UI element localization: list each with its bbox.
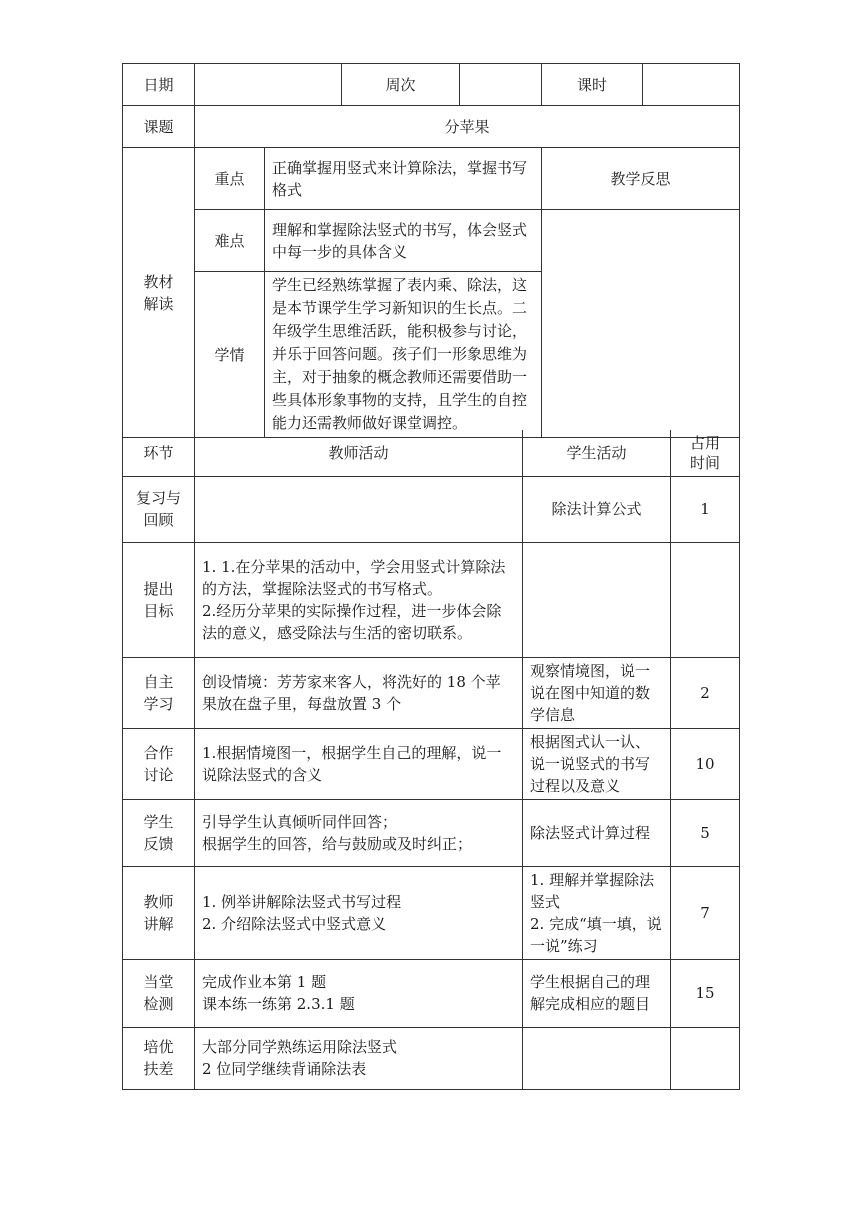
stage-cell: 培优 扶差 bbox=[123, 1027, 195, 1089]
teacher-activity-cell: 引导学生认真倾听同伴回答； 根据学生的回答，给与鼓励或及时纠正； bbox=[195, 799, 523, 866]
date-label: 日期 bbox=[123, 64, 195, 106]
key-point-text: 正确掌握用竖式来计算除法，掌握书写格式 bbox=[265, 148, 542, 210]
situation-text: 学生已经熟练掌握了表内乘、除法，这是本节课学生学习新知识的生长点。二年级学生思维活跃，能积极参与讨论，并乐于回答问题。孩子们一形象思维为主，对于抽象的概念教师还需要借助一些具体形象事物的支持，且学生的自控能力还需教师做好课堂调控。 bbox=[265, 272, 542, 438]
table-row bbox=[123, 1027, 740, 1089]
stage-cell: 合作 讨论 bbox=[123, 728, 195, 799]
teaching-process-table bbox=[122, 430, 740, 1090]
time-cell: 5 bbox=[671, 799, 740, 866]
situation-label: 学情 bbox=[195, 272, 265, 438]
student-activity-cell: 1. 理解并掌握除法竖式 2. 完成“填一填，说一说”练习 bbox=[523, 866, 671, 959]
student-activity-header: 学生活动 bbox=[523, 430, 671, 476]
time-cell bbox=[671, 1027, 740, 1089]
key-point-label: 重点 bbox=[195, 148, 265, 210]
teacher-activity-cell bbox=[195, 476, 523, 542]
table-row bbox=[123, 476, 740, 542]
stage-cell: 当堂 检测 bbox=[123, 959, 195, 1027]
teacher-activity-cell: 完成作业本第 1 题 课本练一练第 2.3.1 题 bbox=[195, 959, 523, 1027]
table-row bbox=[123, 959, 740, 1027]
week-label: 周次 bbox=[342, 64, 460, 106]
analysis-label: 教材 解读 bbox=[123, 148, 195, 438]
time-cell bbox=[671, 542, 740, 657]
topic-value: 分苹果 bbox=[195, 106, 740, 148]
process-header-row bbox=[123, 430, 740, 476]
stage-cell: 学生 反馈 bbox=[123, 799, 195, 866]
teacher-activity-cell: 1. 1.在分苹果的活动中，学会用竖式计算除法的方法，掌握除法竖式的书写格式。 2.经历分苹果的实际操作过程，进一步体会除法的意义，感受除法与生活的密切联系。 bbox=[195, 542, 523, 657]
table-row bbox=[123, 866, 740, 959]
table-row bbox=[123, 657, 740, 728]
table-row bbox=[123, 799, 740, 866]
stage-header: 环节 bbox=[123, 430, 195, 476]
reflection-content bbox=[542, 210, 740, 438]
time-cell: 15 bbox=[671, 959, 740, 1027]
difficulty-text: 理解和掌握除法竖式的书写，体会竖式中每一步的具体含义 bbox=[265, 210, 542, 272]
time-cell: 1 bbox=[671, 476, 740, 542]
time-header: 占用 时间 bbox=[671, 430, 740, 476]
date-value bbox=[195, 64, 342, 106]
stage-cell: 提出 目标 bbox=[123, 542, 195, 657]
topic-label: 课题 bbox=[123, 106, 195, 148]
lesson-info-table bbox=[122, 63, 740, 438]
student-activity-cell: 学生根据自己的理解完成相应的题目 bbox=[523, 959, 671, 1027]
teacher-activity-cell: 大部分同学熟练运用除法竖式 2 位同学继续背诵除法表 bbox=[195, 1027, 523, 1089]
difficulty-label: 难点 bbox=[195, 210, 265, 272]
table-row bbox=[123, 542, 740, 657]
student-activity-cell: 观察情境图，说一说在图中知道的数学信息 bbox=[523, 657, 671, 728]
student-activity-cell: 除法竖式计算过程 bbox=[523, 799, 671, 866]
reflection-label: 教学反思 bbox=[542, 148, 740, 210]
table-row bbox=[123, 728, 740, 799]
week-value bbox=[460, 64, 542, 106]
student-activity-cell: 根据图式认一认、说一说竖式的书写过程以及意义 bbox=[523, 728, 671, 799]
time-cell: 7 bbox=[671, 866, 740, 959]
teacher-activity-cell: 1. 例举讲解除法竖式书写过程 2. 介绍除法竖式中竖式意义 bbox=[195, 866, 523, 959]
student-activity-cell: 除法计算公式 bbox=[523, 476, 671, 542]
stage-cell: 自主 学习 bbox=[123, 657, 195, 728]
stage-cell: 复习与 回顾 bbox=[123, 476, 195, 542]
stage-cell: 教师 讲解 bbox=[123, 866, 195, 959]
teacher-activity-cell: 1.根据情境图一，根据学生自己的理解，说一说除法竖式的含义 bbox=[195, 728, 523, 799]
time-cell: 2 bbox=[671, 657, 740, 728]
time-cell: 10 bbox=[671, 728, 740, 799]
period-label: 课时 bbox=[542, 64, 643, 106]
teacher-activity-cell: 创设情境：芳芳家来客人，将洗好的 18 个苹果放在盘子里，每盘放置 3 个 bbox=[195, 657, 523, 728]
student-activity-cell bbox=[523, 1027, 671, 1089]
period-value bbox=[643, 64, 740, 106]
teacher-activity-header: 教师活动 bbox=[195, 430, 523, 476]
student-activity-cell bbox=[523, 542, 671, 657]
